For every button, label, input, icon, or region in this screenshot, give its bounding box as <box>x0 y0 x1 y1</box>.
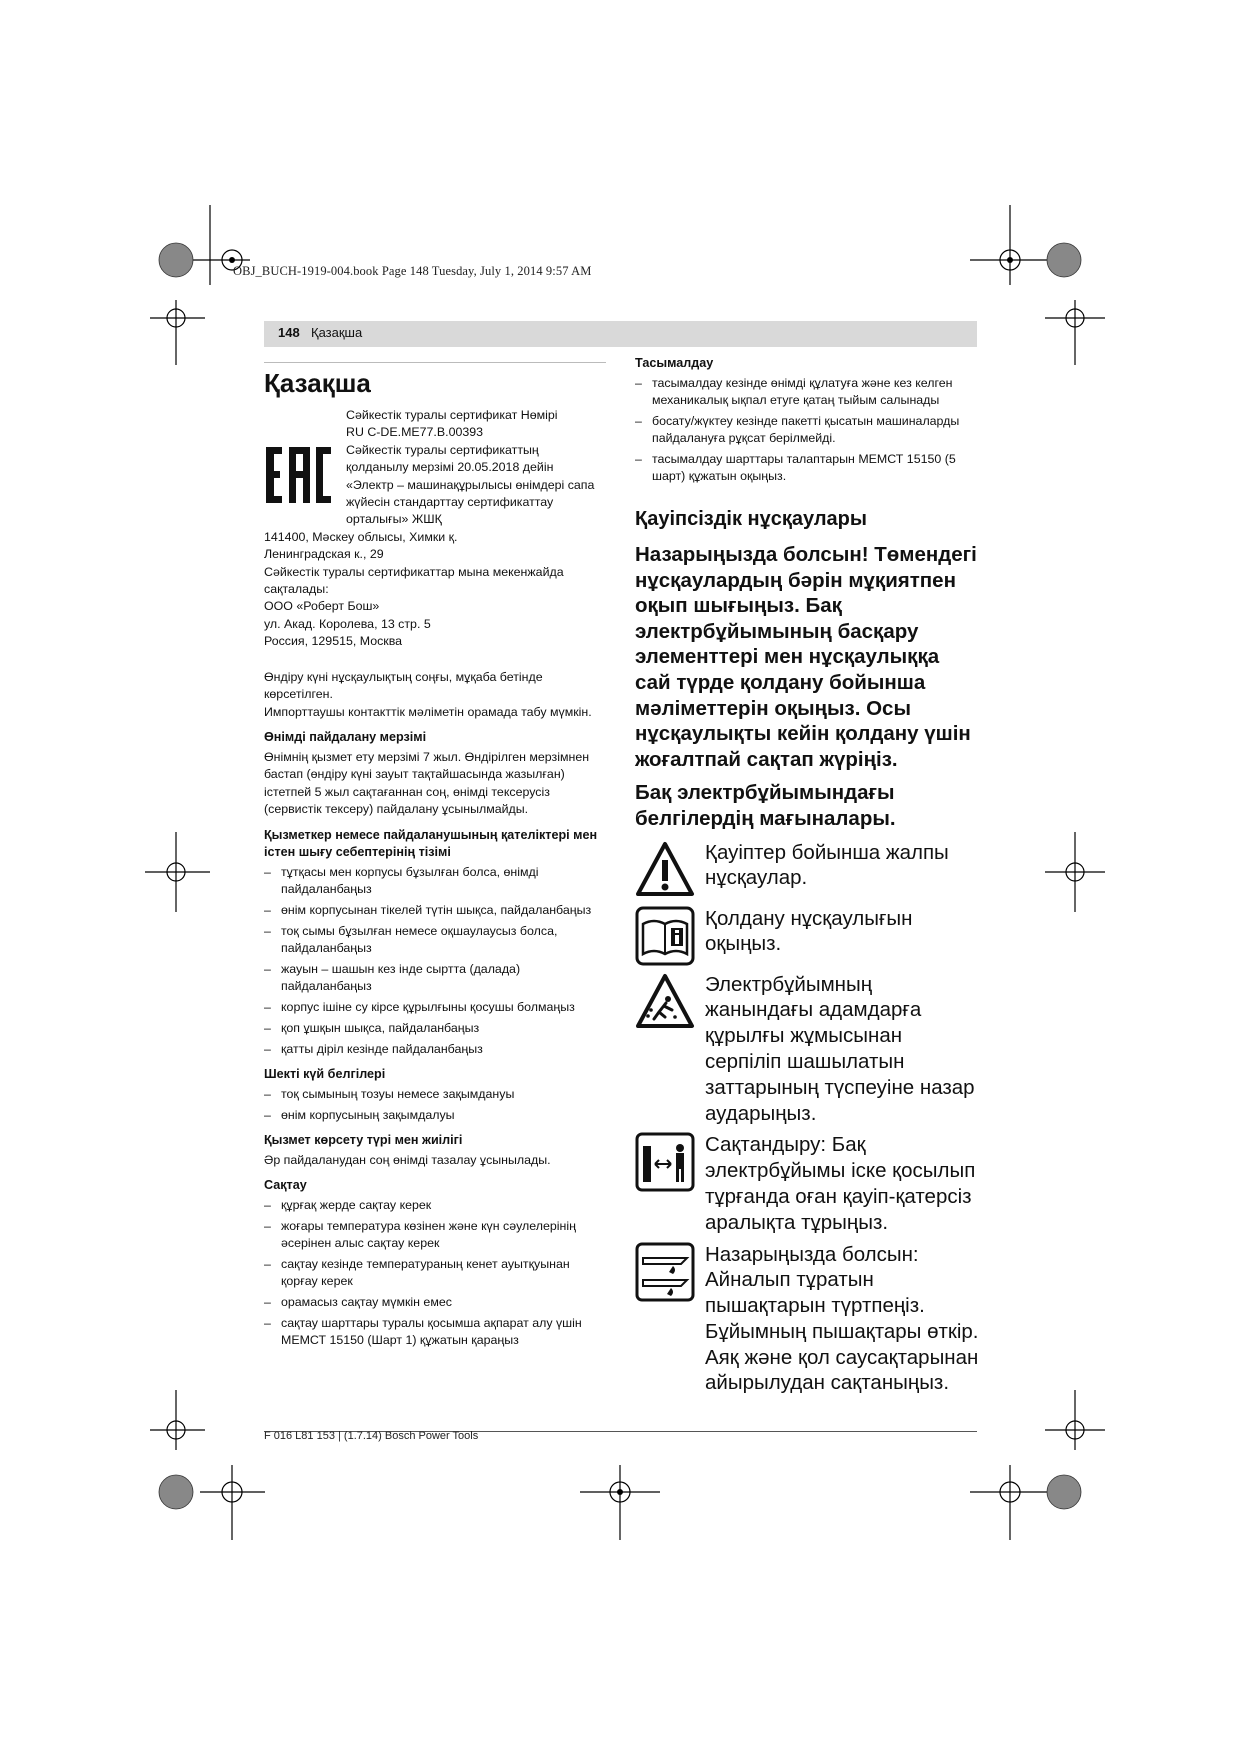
symbol-text: Электрбұйымның жанындағы адамдарға құрылғы жұмысынан серпіліп шашылатын заттарының түспеуіне назар аударыңыз. <box>705 972 975 1125</box>
storage-list <box>264 1197 609 1349</box>
safety-heading: Қауіпсіздік нұсқаулары <box>635 508 867 530</box>
symbol-text: Сақтандыру: Бақ электрбұйымы іске қосылып тұрғанда оған қауіп-қатерсіз аралықта тұрыңыз. <box>705 1133 976 1234</box>
page-header-band <box>264 321 977 347</box>
read-manual-icon <box>635 906 695 966</box>
page-number: 148 <box>278 325 300 340</box>
sharp-blades-icon <box>635 1242 695 1302</box>
symbol-row <box>635 840 980 900</box>
symbol-row <box>635 972 980 1127</box>
page-title: Қазақша <box>264 368 371 398</box>
right-column <box>635 355 980 1402</box>
divider <box>264 362 606 363</box>
section-name: Қазақша <box>311 325 363 340</box>
list-item: – өнім корпусының зақымдалуы <box>264 1107 609 1124</box>
list-item: – қоп ұшқын шықса, пайдаланбаңыз <box>264 1020 609 1037</box>
flying-debris-icon <box>635 972 695 1032</box>
symbol-row <box>635 1132 980 1235</box>
symbols-heading: Бақ электрбұйымындағы белгілердің мағыналары. <box>635 781 896 830</box>
maintenance-heading: Қызмет көрсету түрі мен жиілігі <box>264 1132 463 1147</box>
symbol-row <box>635 906 980 966</box>
symbols-list <box>635 840 980 1397</box>
symbol-text: Қолдану нұсқаулығын оқыңыз. <box>705 906 913 956</box>
symbol-text: Назарыңызда болсын: Айналып тұратын пышақтарын түртпеңіз. Бұйымның пышақтары өткір. Аяқ және қол саусақтарынан айырылудан сақтаныңыз. <box>705 1242 979 1395</box>
book-header-line: OBJ_BUCH-1919-004.book Page 148 Tuesday, July 1, 2014 9:57 AM <box>233 264 592 278</box>
list-item: – орамасыз сақтау мүмкін емес <box>264 1294 609 1311</box>
list-item: – қатты діріл кезінде пайдаланбаңыз <box>264 1041 609 1058</box>
list-item: – құрғақ жерде сақтау керек <box>264 1197 609 1214</box>
list-item: – тоқ сымының тозуы немесе зақымдануы <box>264 1086 609 1103</box>
storage-heading: Сақтау <box>264 1177 307 1192</box>
list-item: – тұтқасы мен корпусы бұзылған болса, өнімді пайдаланбаңыз <box>264 864 609 898</box>
symbol-text: Қауіптер бойынша жалпы нұсқаулар. <box>705 840 949 890</box>
errors-list <box>264 864 609 1058</box>
list-item: – сақтау кезінде температураның кенет ауытқуынан қорғау керек <box>264 1256 609 1290</box>
left-column <box>264 368 609 1353</box>
address-block: 141400, Мәскеу облысы, Химки қ. Ленинградская к., 29 Сәйкестік туралы сертификаттар мына мекенжайда сақталады: ООО «Роберт Бош» ул. Акад. Королева, 13 стр. 5 Россия, 129515, Москва <box>264 529 564 649</box>
list-item: – жауын – шашын кез інде сыртта (далада) пайдаланбаңыз <box>264 961 609 995</box>
service-life-heading: Өнімді пайдалану мерзімі <box>264 729 427 744</box>
limits-list <box>264 1086 609 1124</box>
warning-triangle-icon <box>635 840 695 900</box>
list-item: – жоғары температура көзінен және күн сәулелерінің әсерінен алыс сақтау керек <box>264 1218 609 1252</box>
list-item: – тоқ сымы бұзылған немесе оқшаулаусыз болса, пайдаланбаңыз <box>264 923 609 957</box>
list-item: – тасымалдау кезінде өнімді құлатуға және кез келген механикалық ықпал етуге қатаң тыйым салынады <box>635 375 980 409</box>
service-life-text: Өнімнің қызмет ету мерзімі 7 жыл. Өндірілген мерзімнен бастап (өндіру күні зауыт тақтайшасында жазылған) істетпей 5 жыл сақтағаннан соң, өнімді тексерусіз (сервистік тексеру) пайдалану ұсынылмайды. <box>264 749 590 817</box>
errors-heading: Қызметкер немесе пайдаланушының қателіктері мен істен шығу себептерінің тізімі <box>264 827 598 859</box>
keep-distance-icon <box>635 1132 695 1192</box>
certificate-info: Сәйкестік туралы сертификат Нөмірі RU C-DE.ME77.B.00393 Сәйкестік туралы сертификаттың қолданылу мерзімі 20.05.2018 дейін «Электр – машинақұрылысы өнімдері сапа жүйесін стандарттау сертификаттау орталығы» ЖШҚ <box>346 408 595 527</box>
transport-heading: Тасымалдау <box>635 356 714 370</box>
list-item: – сақтау шарттары туралы қосымша ақпарат алу үшін МЕМСТ 15150 (Шарт 1) құжатын қараңыз <box>264 1315 609 1349</box>
eac-logo <box>264 441 334 505</box>
list-item: – тасымалдау шарттары талаптарын МЕМСТ 15150 (5 шарт) құжатын оқыңыз. <box>635 451 980 485</box>
list-item: – өнім корпусынан тікелей түтін шықса, пайдаланбаңыз <box>264 902 609 919</box>
symbol-row <box>635 1242 980 1397</box>
list-item: – босату/жүктеу кезінде пакетті қысатын машиналарды пайдалануға рұқсат берілмейді. <box>635 413 980 447</box>
limit-heading: Шекті күй белгілері <box>264 1066 386 1081</box>
list-item: – корпус ішіне су кірсе құрылғыны қосушы болмаңыз <box>264 999 609 1016</box>
warning-text: Назарыңызда болсын! Төмендегі нұсқаулардың бәрін мұқиятпен оқып шығыңыз. Бақ электрбұйымының басқару элементтері мен нұсқаулыққа сай түрде қолдану бойынша мәліметтерін оқыңыз. Осы нұсқаулықты кейін қолдану үшін жоғалтпай сақтап жүріңіз. <box>635 543 977 771</box>
maintenance-text: Әр пайдаланудан соң өнімді тазалау ұсынылады. <box>264 1152 551 1167</box>
page-footer: F 016 L81 153 | (1.7.14) Bosch Power Tools <box>264 1430 479 1442</box>
transport-list <box>635 375 980 485</box>
production-info: Өндіру күні нұсқаулықтың соңғы, мұқаба бетінде көрсетілген. Импорттаушы контакттік мәліметін орамада табу мүмкін. <box>264 669 592 719</box>
